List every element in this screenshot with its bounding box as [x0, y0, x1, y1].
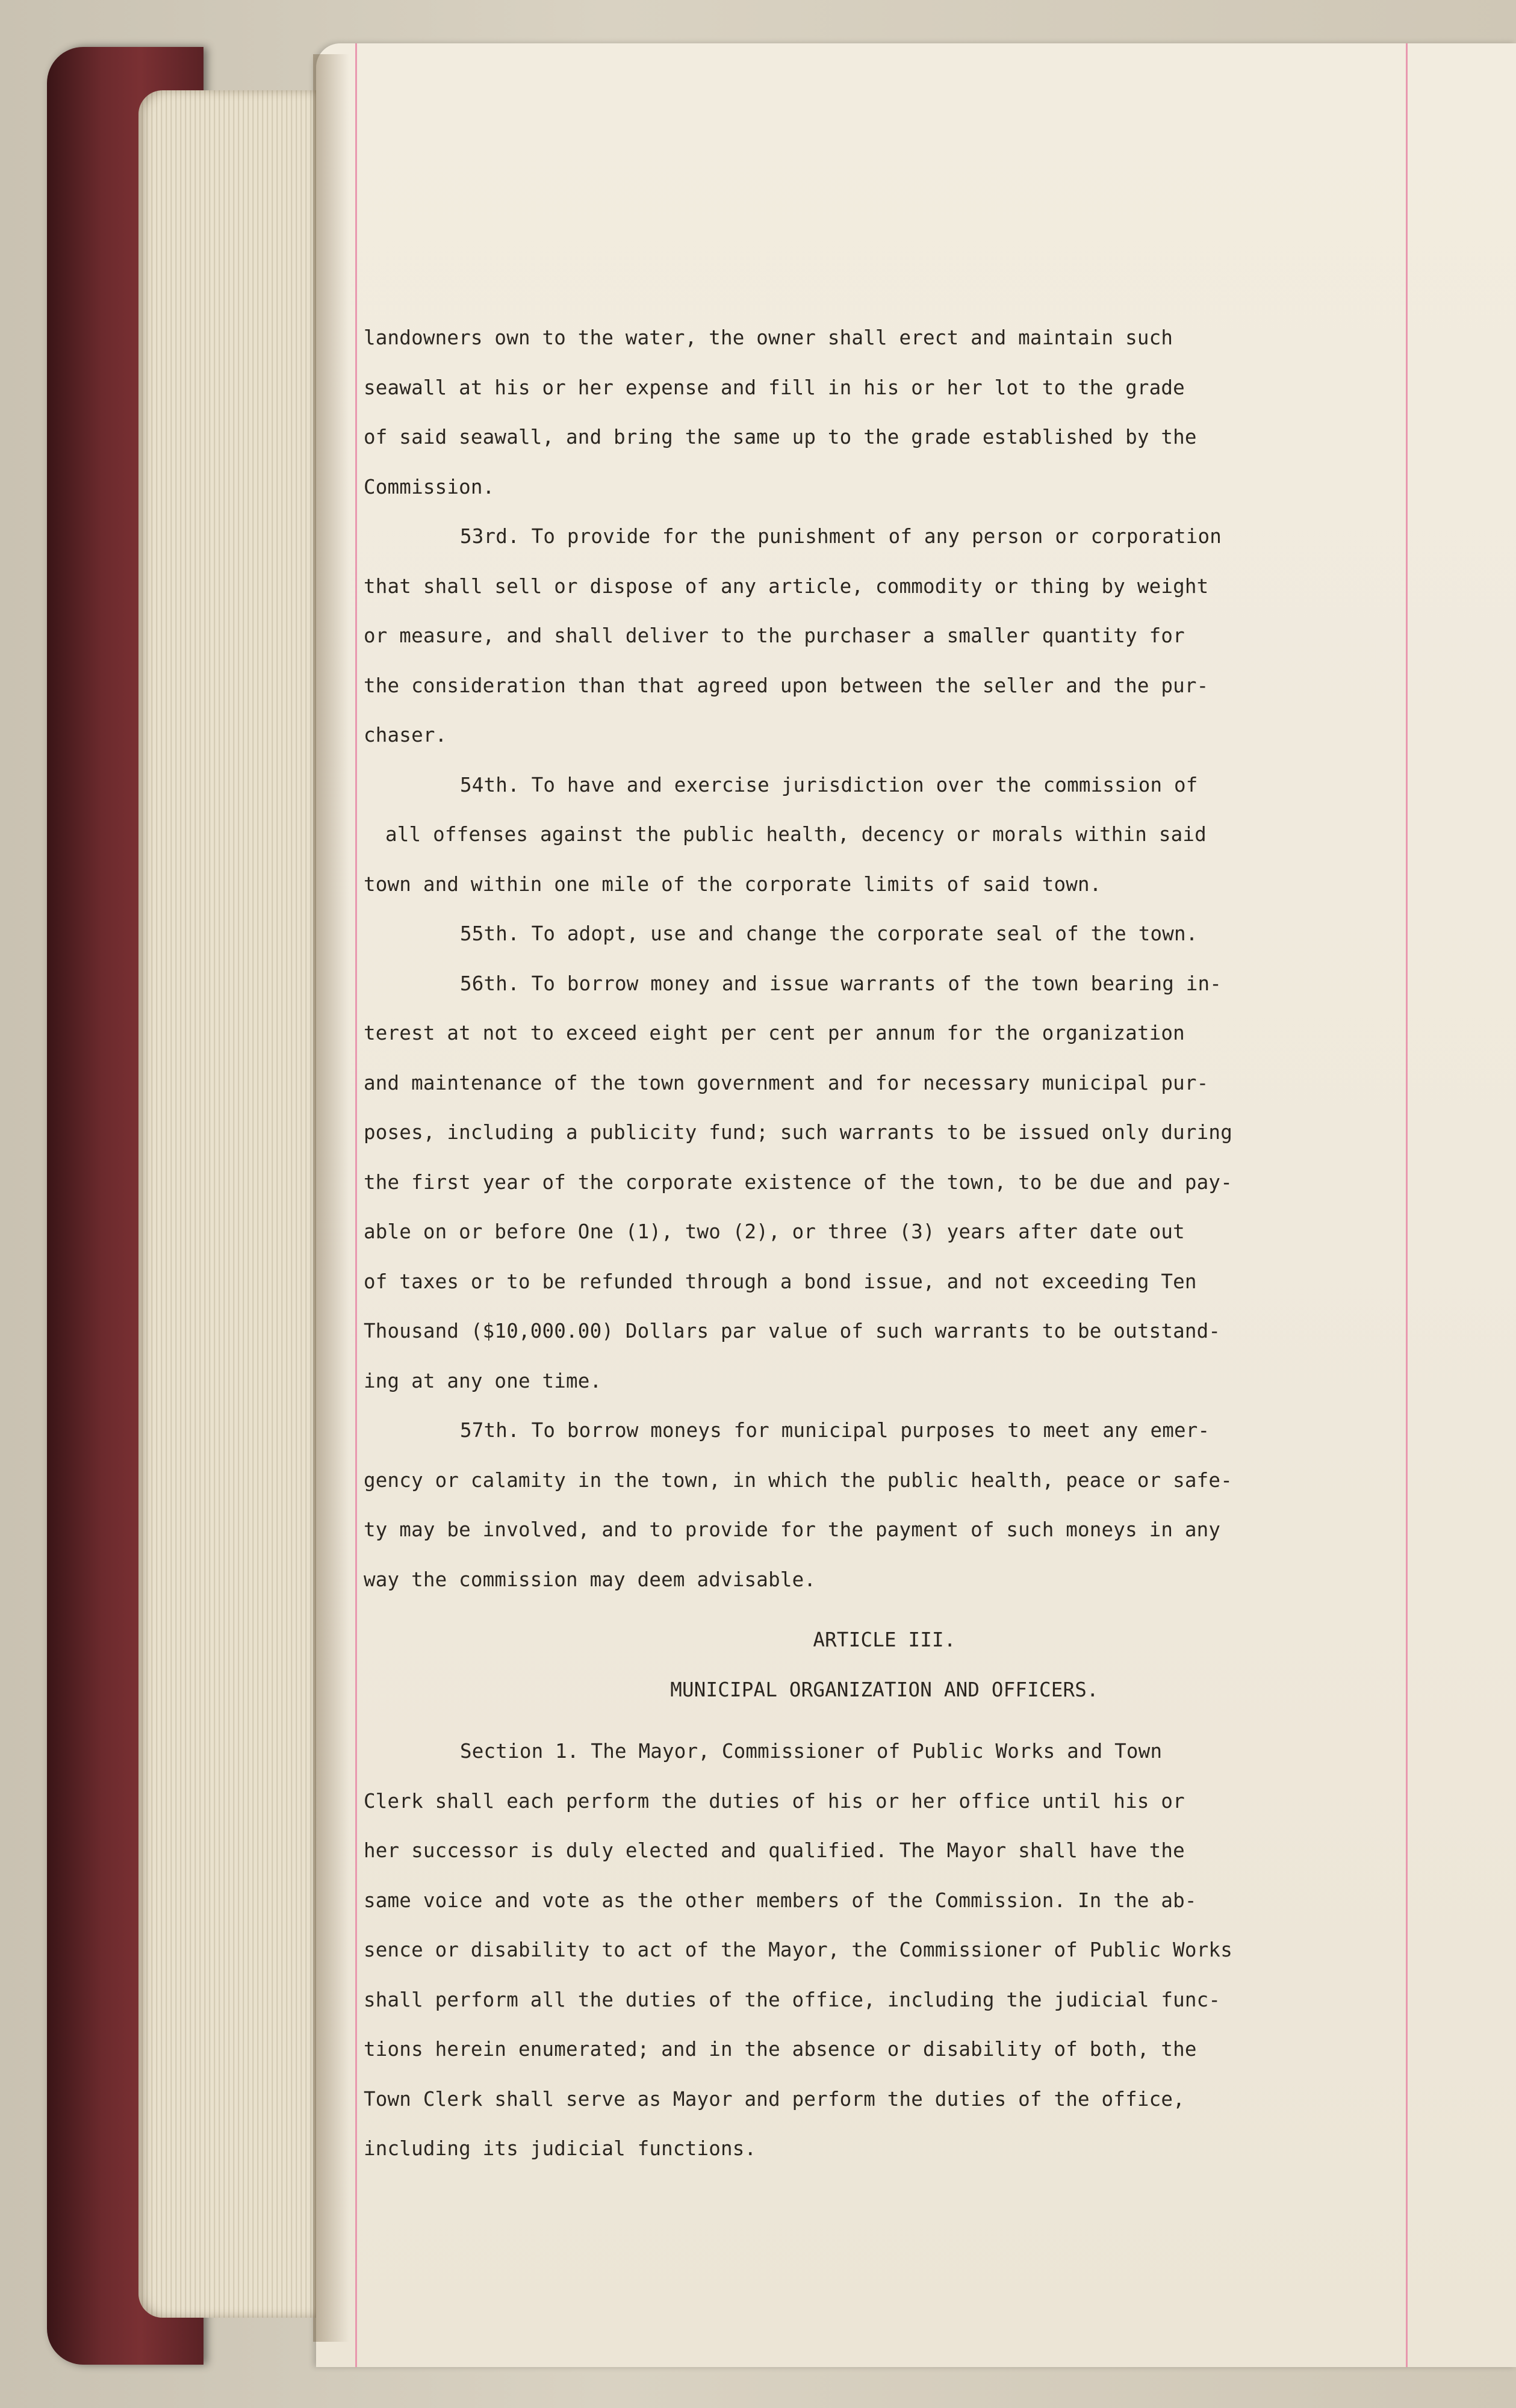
text-line: of taxes or to be refunded through a bond issue, and not exceeding Ten — [364, 1270, 1197, 1293]
text-line: 56th. To borrow money and issue warrants of the town bearing in- — [460, 972, 1222, 995]
text-line: or measure, and shall deliver to the purchaser a smaller quantity for — [364, 624, 1185, 647]
text-line: ing at any one time. — [364, 1369, 602, 1392]
typed-text-block — [364, 313, 1405, 2174]
text-line: Section 1. The Mayor, Commissioner of Public Works and Town — [460, 1740, 1163, 1763]
text-line: landowners own to the water, the owner shall erect and maintain such — [364, 326, 1173, 349]
text-line: shall perform all the duties of the office, including the judicial func- — [364, 1988, 1221, 2011]
text-line: poses, including a publicity fund; such warrants to be issued only during — [364, 1121, 1232, 1144]
page-gutter-shadow — [313, 54, 349, 2342]
text-line: Commission. — [364, 475, 495, 498]
text-line: sence or disability to act of the Mayor, the Commissioner of Public Works — [364, 1938, 1232, 1961]
left-margin-rule — [355, 43, 357, 2367]
page-edges — [138, 90, 325, 2318]
text-line: of said seawall, and bring the same up to the grade established by the — [364, 426, 1197, 448]
text-line: tions herein enumerated; and in the absence or disability of both, the — [364, 2038, 1197, 2061]
text-line: the consideration than that agreed upon between the seller and the pur- — [364, 674, 1209, 697]
text-line: gency or calamity in the town, in which the public health, peace or safe- — [364, 1468, 1232, 1492]
text-line: all offenses against the public health, decency or morals within said — [385, 823, 1207, 846]
text-line: Clerk shall each perform the duties of his or her office until his or — [364, 1789, 1185, 1813]
text-line: seawall at his or her expense and fill in his or her lot to the grade — [364, 376, 1185, 399]
article-subheading: MUNICIPAL ORGANIZATION AND OFFICERS. — [670, 1678, 1099, 1701]
text-line: including its judicial functions. — [364, 2137, 757, 2160]
text-line: 53rd. To provide for the punishment of any person or corporation — [460, 525, 1222, 548]
text-line: 55th. To adopt, use and change the corporate seal of the town. — [460, 922, 1198, 945]
text-line: and maintenance of the town government and for necessary municipal pur- — [364, 1071, 1209, 1094]
text-line: ty may be involved, and to provide for the payment of such moneys in any — [364, 1518, 1221, 1541]
text-line: way the commission may deem advisable. — [364, 1568, 816, 1591]
text-line: Thousand ($10,000.00) Dollars par value of such warrants to be outstand- — [364, 1320, 1221, 1342]
text-line: town and within one mile of the corporate limits of said town. — [364, 872, 1102, 896]
right-margin-rule — [1406, 43, 1408, 2367]
text-line: Town Clerk shall serve as Mayor and perform the duties of the office, — [364, 2087, 1185, 2111]
article-heading: ARTICLE III. — [813, 1628, 956, 1651]
text-line: 57th. To borrow moneys for municipal purposes to meet any emer- — [460, 1419, 1210, 1442]
text-line: the first year of the corporate existence of the town, to be due and pay- — [364, 1170, 1232, 1194]
text-line: her successor is duly elected and qualified. The Mayor shall have the — [364, 1839, 1185, 1862]
text-line: terest at not to exceed eight per cent per annum for the organization — [364, 1022, 1185, 1044]
text-line: 54th. To have and exercise jurisdiction over the commission of — [460, 773, 1198, 796]
text-line: that shall sell or dispose of any article, commodity or thing by weight — [364, 574, 1209, 598]
text-line: same voice and vote as the other members of the Commission. In the ab- — [364, 1888, 1197, 1912]
text-line: chaser. — [364, 724, 447, 746]
text-line: able on or before One (1), two (2), or three (3) years after date out — [364, 1220, 1185, 1243]
